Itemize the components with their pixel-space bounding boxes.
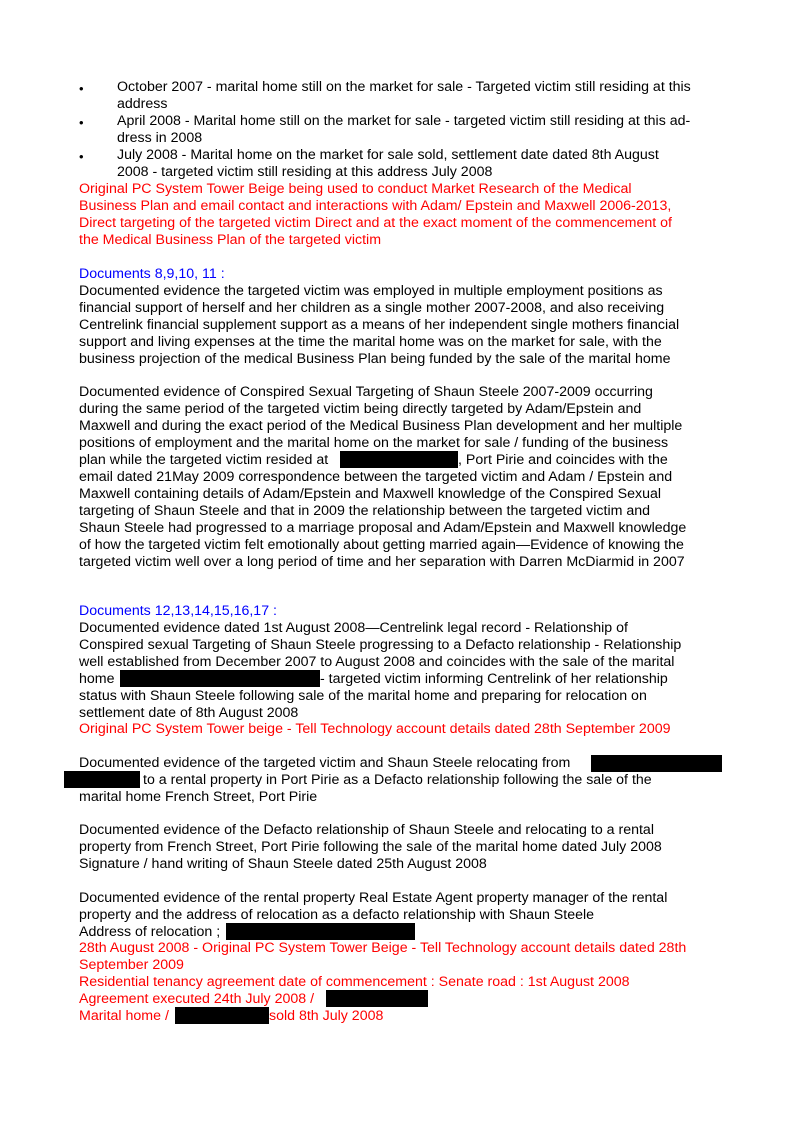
documents-heading-2: Documents 12,13,14,15,16,17 : bbox=[79, 603, 277, 619]
red-note-line: Marital home / bbox=[79, 1008, 169, 1024]
bullet-item-3-line-2: 2008 - targeted victim still residing at this address July 2008 bbox=[117, 164, 493, 180]
bullet-item-3-line-1: July 2008 - Marital home on the market for sale sold, settlement date dated 8th August bbox=[117, 147, 659, 163]
paragraph-line: support and living expenses at the time the marital home was on the market for sale, with the bbox=[79, 334, 662, 350]
paragraph-line-fragment: to a rental property in Port Pirie as a Defacto relationship following the sale of the bbox=[143, 772, 652, 788]
bullet-marker: • bbox=[79, 115, 84, 130]
redaction-bar bbox=[226, 923, 415, 940]
paragraph-line: Documented evidence the targeted victim was employed in multiple employment positions as bbox=[79, 283, 663, 299]
redaction-bar bbox=[591, 755, 722, 772]
paragraph-line: property and the address of relocation as a defacto relationship with Shaun Steele bbox=[79, 907, 595, 923]
paragraph-line: well established from December 2007 to August 2008 and coincides with the sale of the marital bbox=[79, 654, 675, 670]
red-note-fragment: sold 8th July 2008 bbox=[269, 1008, 384, 1024]
paragraph-line-fragment: - targeted victim informing Centrelink of her relationship bbox=[320, 671, 668, 687]
bullet-item-1-line-2: address bbox=[117, 96, 168, 112]
paragraph-line: Maxwell containing details of Adam/Epstein and Maxwell knowledge of the Conspired Sexual bbox=[79, 486, 662, 502]
documents-heading-1: Documents 8,9,10, 11 : bbox=[79, 266, 225, 282]
paragraph-line: plan while the targeted victim resided at bbox=[79, 452, 329, 468]
red-note-line: Direct targeting of the targeted victim Direct and at the exact moment of the commencement of bbox=[79, 215, 673, 231]
bullet-marker: • bbox=[79, 81, 84, 96]
paragraph-line: settlement date of 8th August 2008 bbox=[79, 705, 299, 721]
red-note-line: Original PC System Tower beige - Tell Technology account details dated 28th September 2009 bbox=[79, 721, 671, 737]
paragraph-line: targeting of Shaun Steele and that in 2009 the relationship between the targeted victim and bbox=[79, 503, 651, 519]
red-note-line: 28th August 2008 - Original PC System Tower Beige - Tell Technology account details dated 28th bbox=[79, 940, 687, 956]
paragraph-line: home bbox=[79, 671, 115, 687]
bullet-item-2-line-1: April 2008 - Marital home still on the market for sale - targeted victim still residing at this ad- bbox=[117, 113, 691, 129]
paragraph-line: marital home French Street, Port Pirie bbox=[79, 789, 318, 805]
red-note-line: Residential tenancy agreement date of commencement : Senate road : 1st August 2008 bbox=[79, 974, 630, 990]
red-note-line: September 2009 bbox=[79, 957, 184, 973]
redaction-bar bbox=[120, 670, 320, 687]
paragraph-line: positions of employment and the marital home on the market for sale / funding of the business bbox=[79, 435, 669, 451]
paragraph-line: status with Shaun Steele following sale of the marital home and preparing for relocation on bbox=[79, 688, 647, 704]
paragraph-line: Maxwell and during the exact period of the Medical Business Plan development and her multiple bbox=[79, 418, 683, 434]
paragraph-line: Documented evidence of the Defacto relationship of Shaun Steele and relocating to a rental bbox=[79, 822, 654, 838]
paragraph-line: Address of relocation ; bbox=[79, 924, 221, 940]
paragraph-line: Documented evidence dated 1st August 2008—Centrelink legal record - Relationship of bbox=[79, 620, 628, 636]
paragraph-line: financial support of herself and her children as a single mother 2007-2008, and also receiving bbox=[79, 300, 665, 316]
redaction-bar bbox=[340, 451, 458, 468]
paragraph-line: business projection of the medical Business Plan being funded by the sale of the marital home bbox=[79, 351, 671, 367]
redaction-bar bbox=[326, 990, 428, 1007]
paragraph-line-fragment: , Port Pirie and coincides with the bbox=[458, 452, 668, 468]
paragraph-line: Signature / hand writing of Shaun Steele dated 25th August 2008 bbox=[79, 856, 487, 872]
paragraph-line: property from French Street, Port Pirie following the sale of the marital home dated July 2008 bbox=[79, 839, 662, 855]
red-note-line: the Medical Business Plan of the targeted victim bbox=[79, 232, 382, 248]
bullet-item-1-line-1: October 2007 - marital home still on the market for sale - Targeted victim still residing at this bbox=[117, 79, 691, 95]
paragraph-line: during the same period of the targeted victim being directly targeted by Adam/Epstein and bbox=[79, 401, 642, 417]
paragraph-line: email dated 21May 2009 correspondence between the targeted victim and Adam / Epstein and bbox=[79, 469, 673, 485]
paragraph-line: Documented evidence of the rental property Real Estate Agent property manager of the rental bbox=[79, 890, 668, 906]
bullet-marker: • bbox=[79, 149, 84, 164]
redaction-bar bbox=[175, 1007, 269, 1024]
red-note-line: Original PC System Tower Beige being used to conduct Market Research of the Medical bbox=[79, 181, 632, 197]
paragraph-line: Centrelink financial supplement support as a means of her independent single mothers financial bbox=[79, 317, 680, 333]
paragraph-line: Conspired sexual Targeting of Shaun Steele progressing to a Defacto relationship - Relationship bbox=[79, 637, 682, 653]
paragraph-line: Shaun Steele had progressed to a marriage proposal and Adam/Epstein and Maxwell knowledge bbox=[79, 520, 687, 536]
redaction-bar bbox=[64, 771, 140, 788]
red-note-line: Business Plan and email contact and interactions with Adam/ Epstein and Maxwell 2006-2013, bbox=[79, 198, 672, 214]
paragraph-line: targeted victim well over a long period of time and her separation with Darren McDiarmid in 2007 bbox=[79, 554, 685, 570]
paragraph-line: Documented evidence of Conspired Sexual Targeting of Shaun Steele 2007-2009 occurring bbox=[79, 384, 653, 400]
bullet-item-2-line-2: dress in 2008 bbox=[117, 130, 203, 146]
paragraph-line: of how the targeted victim felt emotionally about getting married again—Evidence of knowing the bbox=[79, 537, 684, 553]
paragraph-line: Documented evidence of the targeted victim and Shaun Steele relocating from bbox=[79, 755, 571, 771]
red-note-line: Agreement executed 24th July 2008 / bbox=[79, 991, 315, 1007]
